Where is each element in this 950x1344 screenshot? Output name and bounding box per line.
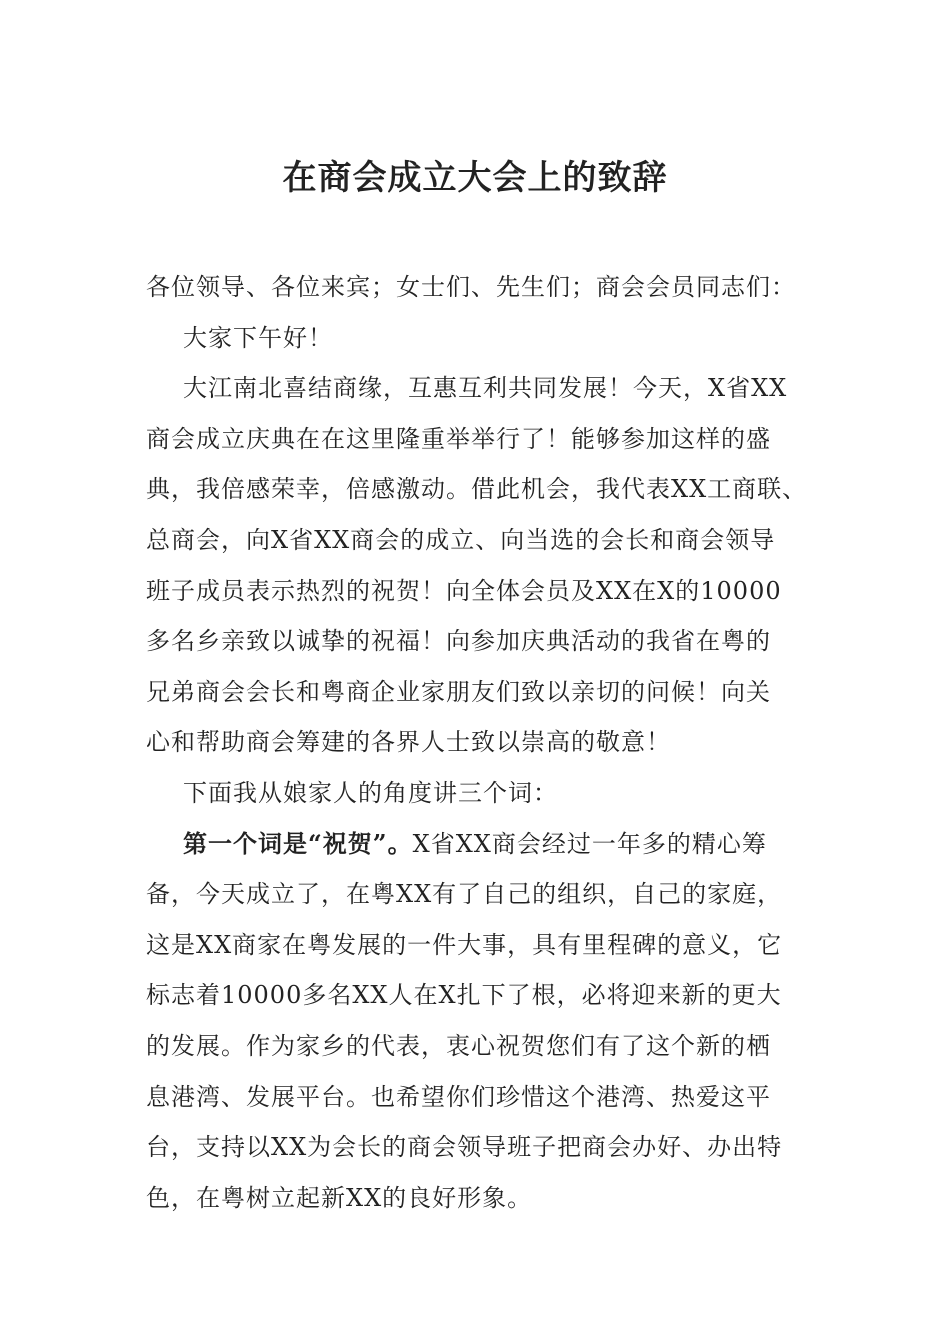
three-words-intro-line: 下面我从娘家人的角度讲三个词： xyxy=(183,778,558,807)
paragraph-line: 班子成员表示热烈的祝贺！向全体会员及XX在X的10000 xyxy=(146,576,782,605)
paragraph-line: 多名乡亲致以诚挚的祝福！向参加庆典活动的我省在粤的 xyxy=(146,627,771,656)
salutation-line: 各位领导、各位来宾；女士们、先生们；商会会员同志们： xyxy=(146,273,796,301)
paragraph-line: 台，支持以XX为会长的商会领导班子把商会办好、办出特 xyxy=(146,1133,783,1162)
paragraph-line xyxy=(146,819,814,870)
paragraph-line: 色，在粤树立起新XX的良好形象。 xyxy=(146,1183,533,1212)
paragraph-line: 标志着10000多名XX人在X扎下了根，必将迎来新的更大 xyxy=(146,981,782,1010)
first-word-heading: 第一个词是“祝贺”。 xyxy=(183,828,413,858)
paragraph-line: 心和帮助商会筹建的各界人士致以崇高的敬意！ xyxy=(146,728,671,757)
paragraph-line: 总商会，向X省XX商会的成立、向当选的会长和商会领导 xyxy=(146,525,776,554)
paragraph-line: 息港湾、发展平台。也希望你们珍惜这个港湾、热爱这平 xyxy=(146,1082,771,1111)
document-title: 在商会成立大会上的致辞 xyxy=(282,158,668,198)
first-word-text: X省XX商会经过一年多的精心筹 xyxy=(412,829,767,858)
paragraph-line: 这是XX商家在粤发展的一件大事，具有里程碑的意义，它 xyxy=(146,930,783,959)
greeting-line: 大家下午好！ xyxy=(183,323,333,352)
paragraph-line: 的发展。作为家乡的代表，衷心祝贺您们有了这个新的栖 xyxy=(146,1031,771,1060)
paragraph-line: 商会成立庆典在在这里隆重举举行了！能够参加这样的盛 xyxy=(146,424,771,453)
paragraph-congratulations-intro xyxy=(146,363,814,768)
document-body xyxy=(146,262,814,1223)
paragraph-line: 备，今天成立了，在粤XX有了自己的组织，自己的家庭， xyxy=(146,880,783,909)
paragraph-first-word xyxy=(146,819,814,1224)
paragraph-line: 典，我倍感荣幸，倍感激动。借此机会，我代表XX工商联、 xyxy=(146,475,808,504)
paragraph-line: 大江南北喜结商缘，互惠互利共同发展！今天，X省XX xyxy=(183,374,788,403)
paragraph-line: 兄弟商会会长和粤商企业家朋友们致以亲切的问候！向关 xyxy=(146,677,771,706)
